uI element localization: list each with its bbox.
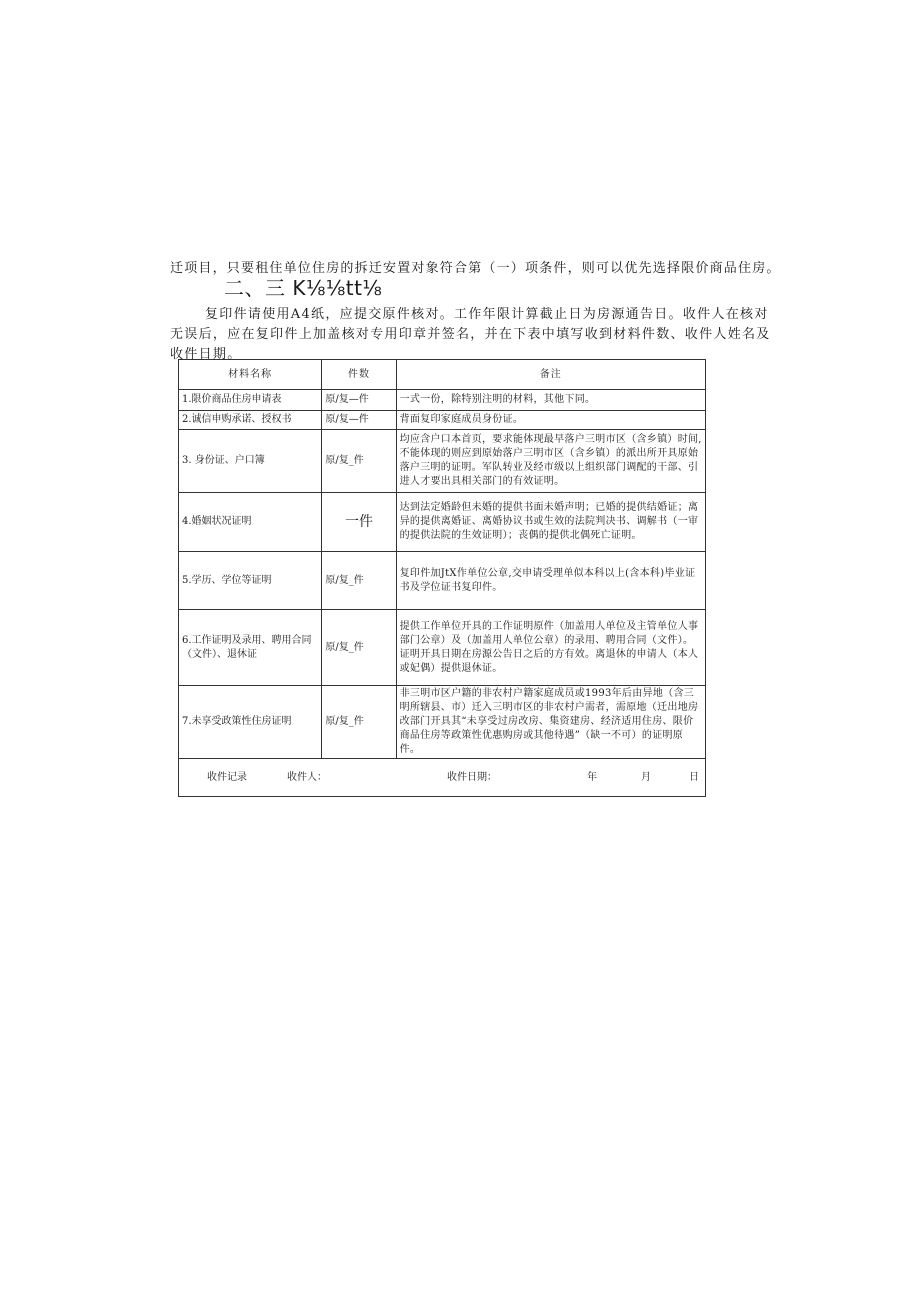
material-name: 4.婚姻状况证明 [179,493,322,552]
material-name: 3. 身份证、户口簿 [179,430,322,493]
header-material-name: 材料名称 [179,360,322,390]
material-note: 复印件加JtX作单位公章,交申请受理单似本科以上(含本科)毕业证书及学位证书复印件。 [396,552,705,610]
table-row [179,610,706,686]
material-note: 背面复印家庭成员身份证。 [396,411,705,430]
material-note: 非三明市区户籍的非农村户籍家庭成员或1993年后由异地（含三明所辖县、市）迁入三明市区的非农村户需者，需原地（迁出地房改部门开具其“未享受过房改房、集资建房、经济适用住房、限价商品住房等政策性优惠购房或其他待遇”（缺一不可）的证明原件。 [396,686,705,759]
material-note: 提供工作单位开具的工作证明原件（加盖用人单位及主管单位人事部门公章）及（加盖用人单位公章）的录用、聘用合同（文件）。证明开具日期在房源公告日之后的方有效。离退休的申请人（本人或妃偶）提供退休证。 [396,610,705,686]
day-label: 日 [689,772,699,783]
section-heading: 二、三 K⅛⅛tt⅛ [224,276,383,300]
intro-line-3: 收件日期。 [170,347,242,362]
table-row [179,686,706,759]
table-row [179,430,706,493]
receipt-record-label: 收件记录 [207,772,247,783]
table-row [179,493,706,552]
receipt-record-cell [179,759,706,797]
material-name: 7.未享受政策性住房证明 [179,686,322,759]
header-remarks: 备注 [396,360,705,390]
material-note: 均应含户口本首页，要求能体现最早落户三明市区（含乡镇）时间,不能体现的则应到原始落户三明市区（含乡镇）的派出所开具原始落户三明的证明。军队转业及经市级以上组织部门调配的干部、引进人才要出具相关部门的有效证明。 [396,430,705,493]
year-label: 年 [587,772,597,783]
material-count: 一件 [322,493,396,552]
material-note: 一式一份，除特别注明的材料，其他下同。 [396,390,705,411]
receiver-label: 收件人： [287,772,327,783]
material-count: 原/复_件 [322,430,396,493]
material-count: 原/复_件 [322,610,396,686]
materials-table [178,359,706,797]
month-label: 月 [641,772,651,783]
table-row [179,411,706,430]
material-name: 2.诚信申购承诺、授权书 [179,411,322,430]
receipt-date-label: 收件日期： [447,772,497,783]
receipt-record-row [179,759,706,797]
table-row [179,552,706,610]
table-header-row [179,360,706,390]
continuation-paragraph: 迁项目，只要租住单位住房的拆迁安置对象符合第（一）项条件，则可以优先选择限价商品住房。 [170,261,781,276]
material-count: 原/复_件 [322,552,396,610]
material-count: 原/复—件 [322,411,396,430]
table-row [179,390,706,411]
material-count: 原/复—件 [322,390,396,411]
material-name: 1.限价商品住房申请表 [179,390,322,411]
intro-line-1: 复印件请使用A4纸，应提交原件核对。工作年限计算截止日为房源通告日。收件人在核对 [205,307,769,322]
material-name: 5.学历、学位等证明 [179,552,322,610]
intro-line-2: 无误后，应在复印件上加盖核对专用印章并签名，并在下表中填写收到材料件数、收件人姓名及 [170,327,771,342]
header-count: 件数 [322,360,396,390]
material-count: 原/复_件 [322,686,396,759]
material-note: 达到法定婚龄但未婚的提供书面未婚声明；已婚的提供结婚证；离异的提供离婚证、离婚协议书或生效的法院判决书、调解书（一审的提供法院的生效证明）；丧偶的提供北偶死亡证明。 [396,493,705,552]
material-name: 6.工作证明及录用、聘用合同（文件）、退休证 [179,610,322,686]
